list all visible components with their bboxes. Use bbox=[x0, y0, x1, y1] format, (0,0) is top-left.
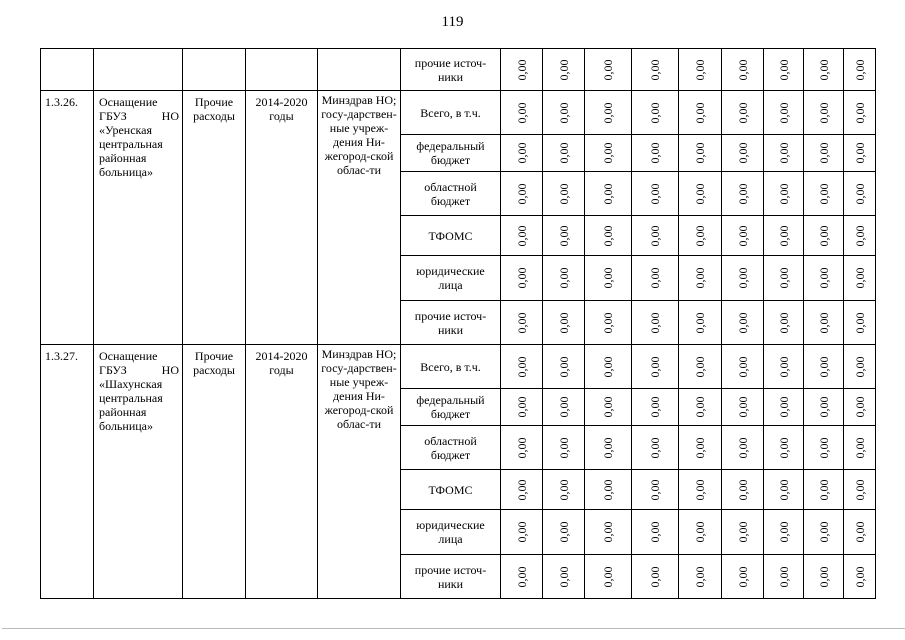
value-cell bbox=[844, 389, 876, 426]
value-cell bbox=[764, 426, 804, 470]
value-cell bbox=[722, 172, 764, 216]
value-text: 0,00 bbox=[514, 396, 529, 418]
value-cell bbox=[501, 216, 543, 256]
value-text: 0,00 bbox=[648, 142, 662, 164]
value-cell bbox=[844, 345, 876, 389]
value-text: 0,00 bbox=[693, 479, 707, 500]
value-cell bbox=[501, 555, 543, 599]
funding-source-label: Всего, в т.ч. bbox=[401, 345, 501, 389]
value-cell bbox=[679, 172, 722, 216]
value-text: 0,00 bbox=[816, 356, 831, 377]
expense-type: Прочие расходы bbox=[183, 345, 246, 599]
value-cell bbox=[764, 256, 804, 301]
value-cell bbox=[585, 172, 632, 216]
value-text: 0,00 bbox=[776, 183, 791, 204]
item-code: 1.3.27. bbox=[41, 345, 94, 599]
value-text: 0,00 bbox=[601, 356, 615, 377]
value-text: 0,00 bbox=[556, 521, 571, 543]
value-cell bbox=[632, 555, 679, 599]
budget-table bbox=[40, 48, 876, 599]
value-text: 0,00 bbox=[648, 312, 662, 333]
value-text: 0,00 bbox=[601, 521, 615, 543]
value-cell bbox=[844, 510, 876, 555]
value-cell bbox=[543, 555, 585, 599]
value-cell bbox=[804, 510, 844, 555]
value-text: 0,00 bbox=[648, 59, 662, 80]
value-text: 0,00 bbox=[776, 356, 791, 377]
value-text: 0,00 bbox=[735, 142, 750, 164]
value-text: 0,00 bbox=[816, 183, 831, 204]
table-row bbox=[41, 49, 876, 91]
value-cell bbox=[585, 470, 632, 510]
funding-source-label: прочие источ-ники bbox=[401, 49, 501, 91]
value-cell bbox=[844, 301, 876, 345]
funding-source-label: ТФОМС bbox=[401, 216, 501, 256]
value-text: 0,00 bbox=[556, 142, 571, 164]
item-name: Оснащение ГБУЗ НО «Шахунская центральная районная больница» bbox=[94, 345, 183, 599]
value-cell bbox=[585, 216, 632, 256]
value-cell bbox=[501, 389, 543, 426]
value-text: 0,00 bbox=[852, 396, 867, 418]
value-text: 0,00 bbox=[514, 267, 529, 289]
value-text: 0,00 bbox=[816, 225, 831, 246]
value-text: 0,00 bbox=[556, 183, 571, 204]
value-text: 0,00 bbox=[648, 437, 662, 458]
value-cell bbox=[804, 426, 844, 470]
value-cell bbox=[679, 345, 722, 389]
value-text: 0,00 bbox=[776, 102, 791, 123]
value-cell bbox=[501, 91, 543, 135]
value-text: 0,00 bbox=[514, 225, 529, 246]
value-text: 0,00 bbox=[514, 479, 529, 500]
value-cell bbox=[844, 91, 876, 135]
value-text: 0,00 bbox=[514, 59, 529, 80]
value-text: 0,00 bbox=[852, 566, 867, 587]
value-text: 0,00 bbox=[601, 59, 615, 80]
value-text: 0,00 bbox=[648, 102, 662, 123]
value-cell bbox=[679, 216, 722, 256]
value-text: 0,00 bbox=[816, 437, 831, 458]
value-cell bbox=[804, 256, 844, 301]
value-text: 0,00 bbox=[776, 312, 791, 333]
table-row bbox=[41, 345, 876, 389]
value-cell bbox=[632, 470, 679, 510]
funding-source-label: прочие источ-ники bbox=[401, 301, 501, 345]
value-text: 0,00 bbox=[693, 521, 707, 543]
executor: Минздрав НО; госу-дарствен-ные учреж-дения Ни-жегород-ской облас-ти bbox=[318, 91, 401, 345]
value-cell bbox=[722, 426, 764, 470]
funding-source-label: юридические лица bbox=[401, 510, 501, 555]
value-cell bbox=[585, 389, 632, 426]
value-text: 0,00 bbox=[735, 396, 750, 418]
value-cell bbox=[804, 49, 844, 91]
value-text: 0,00 bbox=[556, 59, 571, 80]
value-cell bbox=[543, 135, 585, 172]
value-text: 0,00 bbox=[648, 396, 662, 418]
value-cell bbox=[804, 389, 844, 426]
value-text: 0,00 bbox=[693, 267, 707, 289]
value-cell bbox=[764, 172, 804, 216]
value-text: 0,00 bbox=[776, 479, 791, 500]
value-cell bbox=[764, 510, 804, 555]
value-cell bbox=[501, 256, 543, 301]
value-cell bbox=[722, 345, 764, 389]
empty-cell bbox=[41, 49, 94, 91]
value-cell bbox=[543, 389, 585, 426]
item-name: Оснащение ГБУЗ НО «Уренская центральная районная больница» bbox=[94, 91, 183, 345]
value-cell bbox=[501, 301, 543, 345]
page-number: 119 bbox=[441, 14, 464, 30]
value-cell bbox=[501, 426, 543, 470]
value-cell bbox=[844, 172, 876, 216]
value-cell bbox=[501, 510, 543, 555]
value-text: 0,00 bbox=[735, 437, 750, 458]
value-text: 0,00 bbox=[816, 566, 831, 587]
value-text: 0,00 bbox=[556, 566, 571, 587]
value-cell bbox=[764, 91, 804, 135]
value-cell bbox=[679, 301, 722, 345]
value-text: 0,00 bbox=[852, 225, 867, 246]
value-cell bbox=[543, 510, 585, 555]
value-cell bbox=[679, 135, 722, 172]
value-text: 0,00 bbox=[693, 59, 707, 80]
bottom-scan-line bbox=[2, 628, 905, 629]
value-text: 0,00 bbox=[735, 59, 750, 80]
value-cell bbox=[543, 470, 585, 510]
empty-cell bbox=[183, 49, 246, 91]
value-cell bbox=[632, 256, 679, 301]
value-text: 0,00 bbox=[601, 267, 615, 289]
value-cell bbox=[722, 470, 764, 510]
value-text: 0,00 bbox=[776, 396, 791, 418]
value-cell bbox=[543, 49, 585, 91]
value-text: 0,00 bbox=[776, 437, 791, 458]
value-cell bbox=[722, 389, 764, 426]
value-cell bbox=[804, 172, 844, 216]
value-cell bbox=[501, 172, 543, 216]
value-cell bbox=[585, 510, 632, 555]
funding-source-label: юридические лица bbox=[401, 256, 501, 301]
period: 2014-2020 годы bbox=[246, 345, 318, 599]
value-text: 0,00 bbox=[816, 396, 831, 418]
value-cell bbox=[844, 426, 876, 470]
value-cell bbox=[501, 135, 543, 172]
value-cell bbox=[722, 216, 764, 256]
funding-source-label: областной бюджет bbox=[401, 426, 501, 470]
value-text: 0,00 bbox=[556, 479, 571, 500]
value-text: 0,00 bbox=[852, 437, 867, 458]
value-text: 0,00 bbox=[601, 312, 615, 333]
executor: Минздрав НО; госу-дарствен-ные учреж-дения Ни-жегород-ской облас-ти bbox=[318, 345, 401, 599]
value-cell bbox=[722, 301, 764, 345]
value-cell bbox=[501, 49, 543, 91]
period: 2014-2020 годы bbox=[246, 91, 318, 345]
value-text: 0,00 bbox=[556, 225, 571, 246]
value-text: 0,00 bbox=[556, 437, 571, 458]
value-text: 0,00 bbox=[556, 267, 571, 289]
value-text: 0,00 bbox=[735, 312, 750, 333]
value-cell bbox=[585, 91, 632, 135]
value-cell bbox=[764, 470, 804, 510]
value-text: 0,00 bbox=[852, 312, 867, 333]
value-cell bbox=[585, 49, 632, 91]
value-text: 0,00 bbox=[693, 356, 707, 377]
value-text: 0,00 bbox=[601, 142, 615, 164]
value-text: 0,00 bbox=[816, 102, 831, 123]
value-text: 0,00 bbox=[852, 479, 867, 500]
value-cell bbox=[585, 256, 632, 301]
value-cell bbox=[679, 510, 722, 555]
value-text: 0,00 bbox=[735, 479, 750, 500]
value-text: 0,00 bbox=[816, 312, 831, 333]
value-text: 0,00 bbox=[693, 225, 707, 246]
value-text: 0,00 bbox=[693, 312, 707, 333]
table-row bbox=[41, 91, 876, 135]
value-text: 0,00 bbox=[735, 566, 750, 587]
value-cell bbox=[722, 135, 764, 172]
value-text: 0,00 bbox=[556, 312, 571, 333]
expense-type: Прочие расходы bbox=[183, 91, 246, 345]
empty-cell bbox=[94, 49, 183, 91]
value-text: 0,00 bbox=[776, 142, 791, 164]
value-text: 0,00 bbox=[648, 225, 662, 246]
value-text: 0,00 bbox=[816, 479, 831, 500]
value-cell bbox=[632, 510, 679, 555]
value-text: 0,00 bbox=[735, 356, 750, 377]
value-cell bbox=[679, 256, 722, 301]
value-cell bbox=[632, 49, 679, 91]
value-text: 0,00 bbox=[514, 183, 529, 204]
value-cell bbox=[585, 345, 632, 389]
value-cell bbox=[844, 135, 876, 172]
value-text: 0,00 bbox=[601, 396, 615, 418]
value-text: 0,00 bbox=[648, 356, 662, 377]
value-text: 0,00 bbox=[693, 142, 707, 164]
value-cell bbox=[722, 256, 764, 301]
value-text: 0,00 bbox=[776, 267, 791, 289]
value-cell bbox=[764, 49, 804, 91]
value-text: 0,00 bbox=[514, 356, 529, 377]
value-cell bbox=[585, 426, 632, 470]
value-cell bbox=[632, 135, 679, 172]
value-text: 0,00 bbox=[852, 59, 867, 80]
value-text: 0,00 bbox=[852, 183, 867, 204]
value-text: 0,00 bbox=[735, 102, 750, 123]
value-text: 0,00 bbox=[852, 267, 867, 289]
value-cell bbox=[844, 555, 876, 599]
value-text: 0,00 bbox=[693, 102, 707, 123]
value-cell bbox=[764, 135, 804, 172]
value-cell bbox=[722, 49, 764, 91]
value-text: 0,00 bbox=[601, 479, 615, 500]
value-cell bbox=[844, 216, 876, 256]
value-cell bbox=[632, 345, 679, 389]
value-text: 0,00 bbox=[514, 521, 529, 543]
value-cell bbox=[501, 345, 543, 389]
funding-source-label: ТФОМС bbox=[401, 470, 501, 510]
value-text: 0,00 bbox=[693, 396, 707, 418]
value-cell bbox=[632, 426, 679, 470]
value-cell bbox=[804, 555, 844, 599]
value-cell bbox=[804, 91, 844, 135]
funding-source-label: Всего, в т.ч. bbox=[401, 91, 501, 135]
value-cell bbox=[543, 91, 585, 135]
value-text: 0,00 bbox=[852, 356, 867, 377]
value-text: 0,00 bbox=[556, 102, 571, 123]
value-text: 0,00 bbox=[648, 479, 662, 500]
value-cell bbox=[679, 470, 722, 510]
value-text: 0,00 bbox=[693, 437, 707, 458]
value-text: 0,00 bbox=[735, 521, 750, 543]
value-text: 0,00 bbox=[648, 267, 662, 289]
value-text: 0,00 bbox=[648, 183, 662, 204]
value-cell bbox=[804, 470, 844, 510]
value-cell bbox=[543, 345, 585, 389]
value-text: 0,00 bbox=[735, 183, 750, 204]
value-cell bbox=[844, 470, 876, 510]
value-cell bbox=[844, 49, 876, 91]
value-cell bbox=[632, 91, 679, 135]
value-text: 0,00 bbox=[776, 566, 791, 587]
value-cell bbox=[632, 301, 679, 345]
value-text: 0,00 bbox=[514, 142, 529, 164]
funding-source-label: областной бюджет bbox=[401, 172, 501, 216]
value-cell bbox=[632, 389, 679, 426]
value-text: 0,00 bbox=[735, 225, 750, 246]
funding-source-label: федеральный бюджет bbox=[401, 135, 501, 172]
value-cell bbox=[679, 49, 722, 91]
value-cell bbox=[804, 216, 844, 256]
value-cell bbox=[585, 135, 632, 172]
value-cell bbox=[501, 470, 543, 510]
value-cell bbox=[585, 301, 632, 345]
value-text: 0,00 bbox=[601, 566, 615, 587]
value-cell bbox=[764, 555, 804, 599]
value-text: 0,00 bbox=[514, 437, 529, 458]
value-text: 0,00 bbox=[816, 142, 831, 164]
value-text: 0,00 bbox=[648, 566, 662, 587]
value-text: 0,00 bbox=[852, 521, 867, 543]
value-text: 0,00 bbox=[852, 142, 867, 164]
value-text: 0,00 bbox=[514, 102, 529, 123]
empty-cell bbox=[246, 49, 318, 91]
funding-source-label: федеральный бюджет bbox=[401, 389, 501, 426]
value-text: 0,00 bbox=[816, 267, 831, 289]
value-cell bbox=[543, 426, 585, 470]
value-cell bbox=[722, 555, 764, 599]
item-code: 1.3.26. bbox=[41, 91, 94, 345]
value-cell bbox=[632, 216, 679, 256]
value-text: 0,00 bbox=[776, 59, 791, 80]
value-cell bbox=[804, 135, 844, 172]
value-cell bbox=[764, 345, 804, 389]
value-text: 0,00 bbox=[816, 59, 831, 80]
value-cell bbox=[543, 256, 585, 301]
value-text: 0,00 bbox=[776, 521, 791, 543]
value-cell bbox=[844, 256, 876, 301]
value-cell bbox=[585, 555, 632, 599]
value-cell bbox=[679, 555, 722, 599]
value-cell bbox=[543, 301, 585, 345]
value-cell bbox=[804, 301, 844, 345]
value-text: 0,00 bbox=[816, 521, 831, 543]
value-cell bbox=[722, 510, 764, 555]
value-text: 0,00 bbox=[852, 102, 867, 123]
value-text: 0,00 bbox=[735, 267, 750, 289]
value-cell bbox=[543, 216, 585, 256]
value-cell bbox=[722, 91, 764, 135]
value-text: 0,00 bbox=[556, 396, 571, 418]
value-text: 0,00 bbox=[556, 356, 571, 377]
value-text: 0,00 bbox=[776, 225, 791, 246]
value-text: 0,00 bbox=[601, 102, 615, 123]
value-text: 0,00 bbox=[648, 521, 662, 543]
value-cell bbox=[679, 91, 722, 135]
value-cell bbox=[764, 389, 804, 426]
value-cell bbox=[764, 301, 804, 345]
value-text: 0,00 bbox=[601, 437, 615, 458]
value-text: 0,00 bbox=[693, 183, 707, 204]
value-cell bbox=[764, 216, 804, 256]
value-cell bbox=[543, 172, 585, 216]
value-cell bbox=[679, 426, 722, 470]
value-cell bbox=[804, 345, 844, 389]
value-cell bbox=[679, 389, 722, 426]
value-text: 0,00 bbox=[514, 566, 529, 587]
value-text: 0,00 bbox=[693, 566, 707, 587]
value-text: 0,00 bbox=[601, 183, 615, 204]
value-cell bbox=[632, 172, 679, 216]
value-text: 0,00 bbox=[514, 312, 529, 333]
empty-cell bbox=[318, 49, 401, 91]
value-text: 0,00 bbox=[601, 225, 615, 246]
funding-source-label: прочие источ-ники bbox=[401, 555, 501, 599]
